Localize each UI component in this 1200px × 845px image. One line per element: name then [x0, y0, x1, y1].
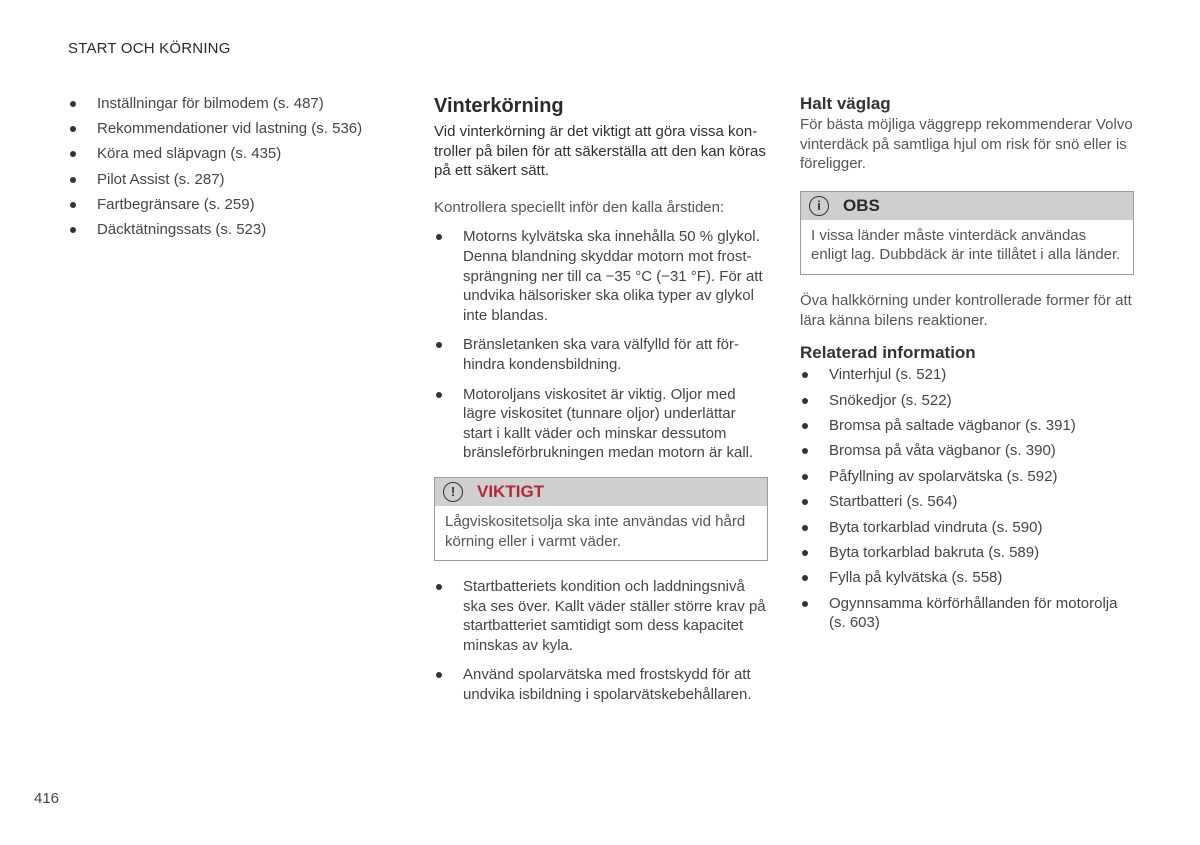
list-item: Motoroljans viskositet är viktig. Oljor med lägre viskositet (tunnare oljor) underlättar start i kallt väder och minskar dessutom bränsleförbrukningen medan motorn är kall.: [434, 385, 768, 463]
middle-column: [434, 94, 768, 715]
list-item[interactable]: Vinterhjul (s. 521): [800, 365, 1134, 385]
exclamation-icon: !: [443, 482, 463, 502]
note-label: OBS: [843, 195, 880, 215]
list-item[interactable]: Bromsa på våta vägbanor (s. 390): [800, 441, 1134, 461]
list-item[interactable]: Däcktätningssats (s. 523): [68, 220, 388, 240]
practice-text: Öva halkkörning under kontrollerade former för att lära känna bilens reaktioner.: [800, 291, 1132, 329]
list-item: Bränsletanken ska vara välfylld för att förhindra kondensbildning.: [434, 335, 768, 374]
list-item[interactable]: Ogynnsamma körförhållanden för motorolja (s. 603): [800, 594, 1134, 633]
related-info-list: [800, 365, 1134, 633]
left-column: [68, 94, 388, 245]
note-box: [800, 191, 1134, 275]
list-item[interactable]: Startbatteri (s. 564): [800, 492, 1134, 512]
slippery-road-title: Halt väglag: [800, 94, 891, 113]
slippery-road-text: För bästa möjliga väggrepp rekommenderar Volvo vinterdäck på samtliga hjul om risk för snö eller is föreligger.: [800, 116, 1133, 173]
list-item[interactable]: Snökedjor (s. 522): [800, 391, 1134, 411]
list-item[interactable]: Fylla på kylvätska (s. 558): [800, 568, 1134, 588]
checks-list-continued: [434, 577, 768, 705]
warning-box: [434, 477, 768, 561]
related-info-title: Relaterad information: [800, 343, 976, 363]
list-item[interactable]: Köra med släpvagn (s. 435): [68, 144, 388, 164]
section-title: Vinterkörning: [434, 95, 564, 117]
list-item[interactable]: Fartbegränsare (s. 259): [68, 195, 388, 215]
list-item[interactable]: Rekommendationer vid lastning (s. 536): [68, 119, 388, 139]
note-header: [801, 192, 1133, 220]
list-item[interactable]: Bromsa på saltade vägbanor (s. 391): [800, 416, 1134, 436]
list-item[interactable]: Byta torkarblad vindruta (s. 590): [800, 518, 1134, 538]
list-item[interactable]: Påfyllning av spolarvätska (s. 592): [800, 467, 1134, 487]
list-item[interactable]: Pilot Assist (s. 287): [68, 170, 388, 190]
warning-header: [435, 478, 767, 506]
list-item[interactable]: Inställningar för bilmodem (s. 487): [68, 94, 388, 114]
related-links-list: [68, 94, 388, 240]
list-item: Använd spolarvätska med frostskydd för att undvika isbildning i spolarvätskebehållaren.: [434, 665, 768, 704]
list-item: Motorns kylvätska ska innehålla 50 % glykol. Denna blandning skyddar motorn mot frostsprängning ner till ca −35 °C (−31 °F). För att undvika hälsorisker ska olika typer av glykol inte blandas.: [434, 227, 768, 325]
page-number: 416: [34, 790, 60, 807]
right-column: [800, 94, 1134, 639]
list-item[interactable]: Byta torkarblad bakruta (s. 589): [800, 543, 1134, 563]
list-item: Startbatteriets kondition och laddningsnivå ska ses över. Kallt väder ställer större krav på startbatteriet samtidigt som dess kapacitet minskas av kyla.: [434, 577, 768, 655]
checks-list: [434, 227, 768, 463]
page-header: START OCH KÖRNING: [68, 40, 231, 57]
check-intro: Kontrollera speciellt inför den kalla årstiden:: [434, 198, 725, 216]
warning-label: VIKTIGT: [477, 481, 545, 501]
note-text: I vissa länder måste vinterdäck användas enligt lag. Dubbdäck är inte tillåtet i alla länder.: [811, 226, 1121, 264]
warning-text: Lågviskositetsolja ska inte användas vid hård körning eller i varmt väder.: [445, 512, 746, 550]
intro-paragraph: Vid vinterkörning är det viktigt att göra vissa kontroller på bilen för att säkerställa att den kan köras på ett säkert sätt.: [434, 123, 766, 180]
info-icon: i: [809, 196, 829, 216]
